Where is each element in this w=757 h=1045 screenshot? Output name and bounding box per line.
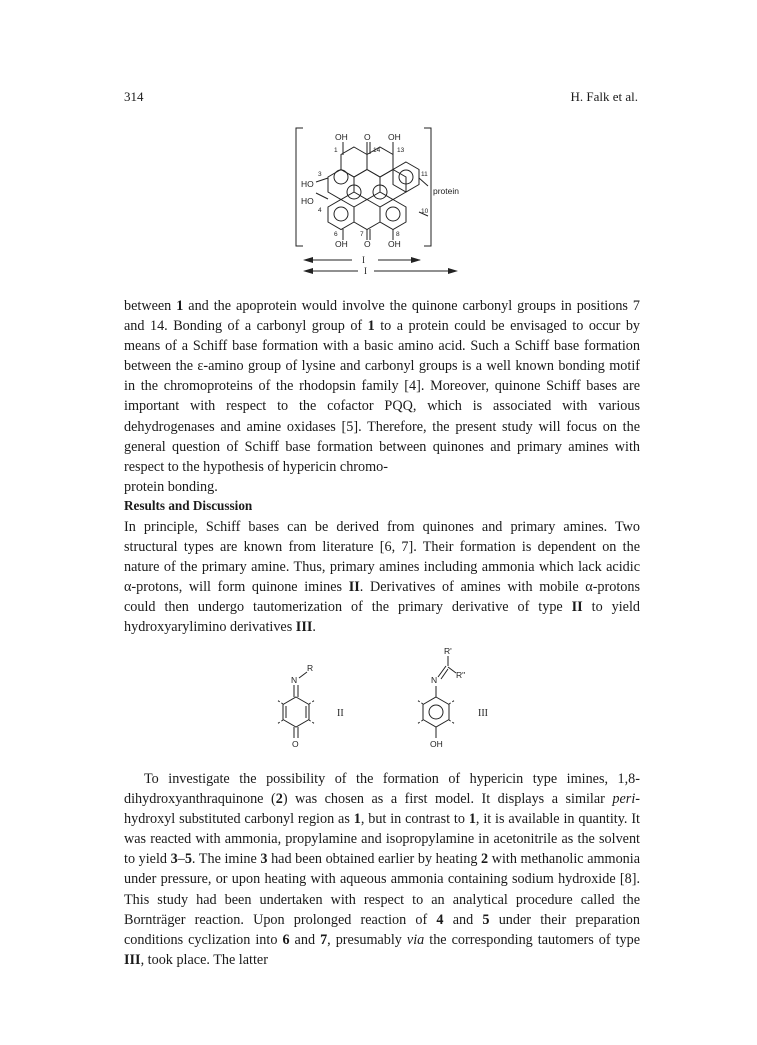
paragraph-experiment: To investigate the possibility of the formation of hypericin type imines, 1,8-dihydroxyanthraquinone (2) was chosen as a first model. It displays a similar peri-hydroxyl substituted carbonyl region as 1, but in contrast to 1, it is available in quantity. It was reacted with ammonia, propylamine and isopropylamine in acetonitrile as the solvent to yield 3–5. The imine 3 had been obtained earlier by heating 2 with methanolic ammonia under pressure, or upon heating with aqueous ammonia containing sodium hydroxide [8]. This study had been undertaken with respect to an analytical procedure called the Bornträger reaction. Upon prolonged reaction of 4 and 5 under their preparation conditions cyclization into 6 and 7, presumably via the corresponding tautomers of type III, took place. The latter: [124, 771, 640, 968]
label-position: 8: [396, 231, 400, 238]
arrow-label: I: [364, 266, 367, 276]
label-r-double-prime: R": [456, 670, 466, 680]
label-position: 4: [318, 207, 322, 214]
label-ho: HO: [301, 179, 314, 189]
bold-reference: 5: [184, 851, 192, 868]
bold-reference: 1: [176, 298, 184, 314]
compound-label-ii: II: [337, 708, 344, 719]
label-oh: OH: [430, 739, 443, 749]
italic-term: peri: [612, 791, 636, 808]
label-o: O: [292, 739, 299, 749]
label-r-prime: R': [444, 646, 452, 656]
arrowhead-right-icon: [448, 268, 458, 274]
schiff-base-structures-figure: [0, 630, 757, 760]
label-o: O: [364, 239, 371, 249]
compound-label-iii: III: [478, 708, 488, 719]
label-r: R: [307, 663, 314, 673]
bold-reference: 3: [260, 851, 268, 868]
label-ho: HO: [301, 196, 314, 206]
bold-reference: 5: [482, 911, 490, 928]
bold-reference: 1: [468, 811, 476, 828]
protein-label: protein: [433, 186, 459, 196]
label-position: 10: [421, 208, 429, 215]
bold-reference: III: [295, 619, 313, 636]
arrowhead-right-icon: [411, 257, 421, 263]
bold-reference: 1: [367, 318, 375, 335]
italic-term: via: [406, 931, 425, 948]
label-position: 11: [421, 171, 428, 178]
bold-reference: 2: [481, 851, 489, 868]
label-oh: OH: [335, 239, 348, 249]
label-position: 7: [360, 231, 364, 238]
label-oh: OH: [388, 239, 401, 249]
paragraph-results: In principle, Schiff bases can be derived from quinones and primary amines. Two structural types are known from literature [6, 7]. Their formation is dependent on the nature of the primary amine. Thus, primary amines including ammonia which lack acidic α-protons, will form quinone imines II. Derivatives of amines with mobile α-protons could then undergo tautomerization of the primary derivative of type II to yield hydroxyarylimino derivatives III.: [124, 519, 640, 636]
bold-reference: 2: [275, 791, 283, 808]
label-position: 3: [318, 171, 322, 178]
page-number: 314: [124, 89, 144, 104]
hypericin-structure-figure: [0, 0, 757, 290]
bold-reference: II: [348, 579, 360, 596]
label-oh: OH: [335, 132, 348, 142]
label-n: N: [431, 675, 438, 685]
bold-reference: III: [124, 951, 141, 968]
label-o: O: [364, 132, 371, 142]
section-heading: Results and Discussion: [124, 498, 253, 513]
arrowhead-left-icon: [303, 257, 313, 263]
bold-reference: 4: [436, 911, 444, 928]
label-position: 6: [334, 231, 338, 238]
running-head: H. Falk et al.: [570, 89, 638, 104]
label-oh: OH: [388, 132, 401, 142]
label-position: 1: [334, 147, 338, 154]
arrow-label: I: [362, 255, 365, 265]
bold-reference: 1: [353, 811, 361, 828]
bold-reference: 7: [320, 931, 328, 948]
arrowhead-left-icon: [303, 268, 313, 274]
bold-reference: 3: [170, 851, 178, 868]
paragraph-intro: between 1 and the apoprotein would involve the quinone carbonyl groups in positions 7 and 14. Bonding of a carbonyl group of 1 to a protein could be envisaged to occur by means of a Schiff base formation with a basic amino acid. Such a Schiff base formation between the ε-amino group of lysine and carbonyl groups is a well known bonding motif in the chromoproteins of the rhodopsin family [4]. Moreover, quinone Schiff bases are important with respect to the cofactor PQQ, which is associated with various dehydrogenases and amine oxidases [5]. Therefore, the present study will focus on the general question of Schiff base formation between quinones and primary amines with respect to the hypothesis of hypericin chromo- protein bonding.: [124, 298, 641, 495]
label-position: 13: [397, 147, 405, 154]
bold-reference: II: [571, 599, 583, 616]
right-bracket: [424, 128, 431, 246]
bold-reference: 6: [282, 931, 290, 948]
label-position: 14: [373, 147, 381, 154]
label-n: N: [291, 675, 298, 685]
